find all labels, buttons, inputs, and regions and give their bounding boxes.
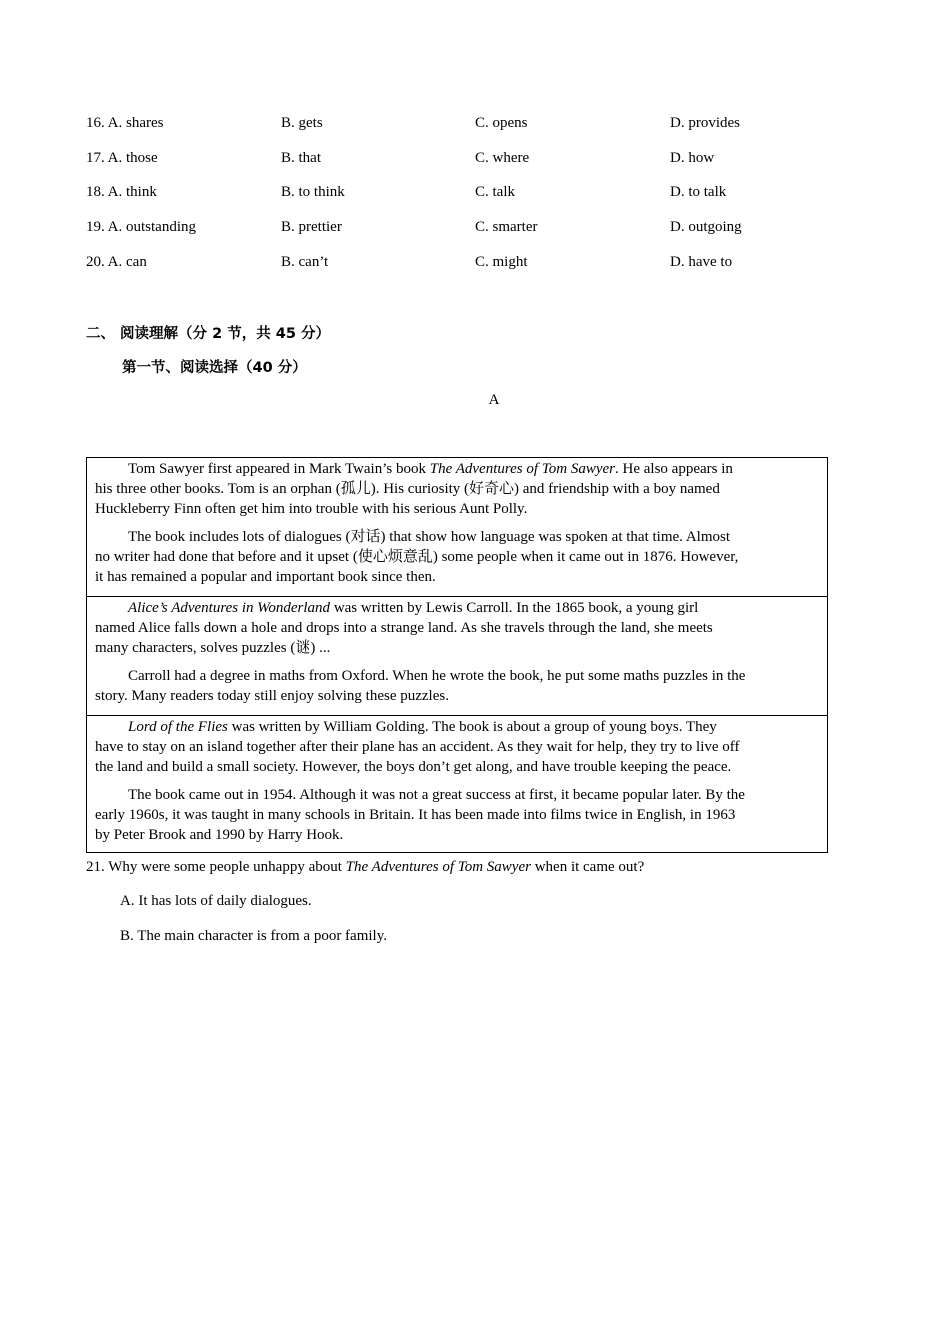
text-segment: was written by William Golding. The book is about a group of young boys. They [227, 719, 717, 735]
option-c: C. where [475, 149, 530, 166]
book-title: Alice’s Adventures in Wonderland [128, 600, 331, 616]
text-line [95, 460, 819, 480]
passage-paragraph [95, 667, 819, 707]
book-title: Lord of the Flies [128, 719, 228, 735]
option-row [86, 219, 846, 239]
text-segment: story. Many readers today still enjoy solving these puzzles. [95, 688, 449, 705]
section-heading: 二、 阅读理解（分 2 节，共 45 分） [86, 326, 331, 342]
text-line [95, 500, 819, 520]
text-segment: named Alice falls down a hole and drops into a strange land. As she travels through the land, she meets [95, 619, 713, 636]
option-a: 20. A. can [86, 253, 147, 270]
question-text-end: when it came out? [530, 859, 645, 875]
option-a: 18. A. think [86, 184, 157, 201]
text-line [95, 639, 819, 659]
text-line [95, 718, 819, 738]
question-21 [86, 859, 644, 876]
option-a: 17. A. those [86, 149, 158, 166]
text-segment: the land and build a small society. However, the boys don’t get along, and have trouble keeping the peace. [95, 758, 732, 775]
text-line [95, 619, 819, 639]
option-b: B. can’t [281, 253, 329, 270]
option-b: B. prettier [281, 219, 342, 236]
text-line [95, 758, 819, 778]
option-c: C. talk [475, 184, 515, 201]
text-line [95, 528, 819, 548]
passage-box [86, 597, 828, 716]
passage-paragraph [95, 718, 819, 777]
option-row [86, 254, 846, 274]
text-segment: many characters, solves puzzles (谜) ... [95, 639, 331, 656]
text-line [95, 687, 819, 707]
option-a: 16. A. shares [86, 115, 164, 131]
passage-box [86, 457, 828, 597]
option-d: D. provides [670, 115, 740, 131]
text-segment: was written by Lewis Carroll. In the 1865 book, a young girl [330, 600, 699, 616]
text-segment: have to stay on an island together after their plane has an accident. As they wait for help, they try to live off [95, 738, 740, 755]
text-segment: by Peter Brook and 1990 by Harry Hook. [95, 826, 344, 843]
option-b: B. gets [281, 115, 323, 131]
subsection-heading: 第一节、阅读选择（40 分） [122, 360, 307, 376]
text-line [95, 667, 819, 687]
text-line [95, 786, 819, 806]
text-segment: The book came out in 1954. Although it was not a great success at first, it became popular later. By the [128, 787, 745, 804]
passage-paragraph [95, 460, 819, 519]
text-segment: it has remained a popular and important book since then. [95, 568, 436, 585]
option-d: D. to talk [670, 184, 727, 201]
text-line [95, 480, 819, 500]
question-text: 21. Why were some people unhappy about [86, 859, 346, 875]
text-segment: . He also appears in [615, 461, 733, 477]
answer-b: B. The main character is from a poor family. [120, 928, 387, 944]
text-line [95, 826, 819, 846]
option-d: D. how [670, 149, 715, 166]
option-d: D. outgoing [670, 219, 742, 236]
text-segment: Carroll had a degree in maths from Oxford. When he wrote the book, he put some maths puzzles in the [128, 668, 746, 685]
text-segment: early 1960s, it was taught in many schools in Britain. It has been made into films twice in English, in 1963 [95, 807, 736, 824]
passage-paragraph [95, 786, 819, 845]
option-c: C. might [475, 253, 528, 270]
option-b: B. to think [281, 184, 345, 201]
option-row [86, 115, 846, 135]
text-line [95, 806, 819, 826]
passage-label: A [488, 392, 500, 408]
text-segment: no writer had done that before and it upset (使心烦意乱) some people when it came out in 1876. However, [95, 549, 739, 566]
book-title: The Adventures of Tom Sawyer [429, 461, 616, 477]
text-segment: Tom Sawyer first appeared in Mark Twain’s book [128, 461, 430, 477]
option-b: B. that [281, 149, 321, 166]
option-c: C. opens [475, 115, 528, 131]
text-line [95, 738, 819, 758]
text-line [95, 548, 819, 568]
passage-box [86, 716, 828, 853]
option-row [86, 150, 846, 170]
text-line [95, 599, 819, 619]
option-d: D. have to [670, 253, 733, 270]
question-book-title: The Adventures of Tom Sawyer [345, 859, 531, 875]
option-c: C. smarter [475, 219, 538, 236]
option-a: 19. A. outstanding [86, 219, 197, 236]
passage-paragraph [95, 599, 819, 658]
text-line [95, 568, 819, 588]
answer-a: A. It has lots of daily dialogues. [120, 893, 312, 909]
text-segment: The book includes lots of dialogues (对话) that show how language was spoken at that time. Almost [128, 529, 730, 546]
text-segment: his three other books. Tom is an orphan (孤儿). His curiosity (好奇心) and friendship with a boy named [95, 480, 720, 497]
text-segment: Huckleberry Finn often get him into trouble with his serious Aunt Polly. [95, 500, 528, 517]
option-row [86, 184, 846, 204]
passage-paragraph [95, 528, 819, 587]
